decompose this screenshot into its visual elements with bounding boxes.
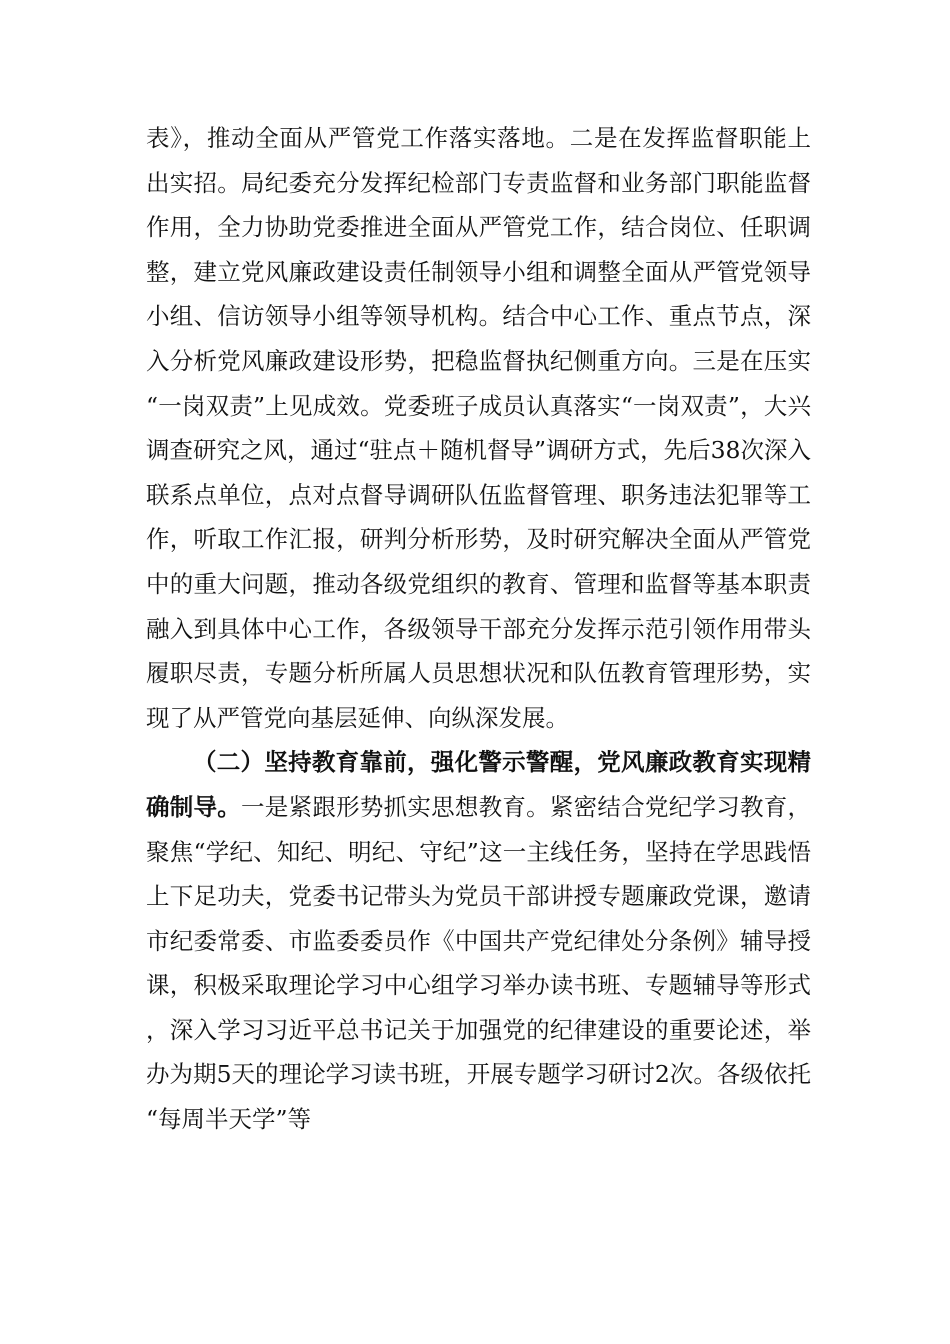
paragraph-continuation: 表》，推动全面从严管党工作落实落地。二是在发挥监督职能上出实招。局纪委充分发挥纪检部门专责监督和业务部门职能监督作用，全力协助党委推进全面从严管党工作，结合岗位、任职调整，建立党风廉政建设责任制领导小组和调整全面从严管党领导小组、信访领导小组等领导机构。结合中心工作、重点节点，深入分析党风廉政建设形势，把稳监督执纪侧重方向。三是在压实“一岗双责”上见成效。党委班子成员认真落实“一岗双责”，大兴调查研究之风，通过“驻点＋随机督导”调研方式，先后38次深入联系点单位，点对点督导调研队伍监督管理、职务违法犯罪等工作，听取工作汇报，研判分析形势，及时研究解决全面从严管党中的重大问题，推动各级党组织的教育、管理和监督等基本职责融入到具体中心工作，各级领导干部充分发挥示范引领作用带头履职尽责，专题分析所属人员思想状况和队伍教育管理形势，实现了从严管党向基层延伸、向纵深发展。 (146, 124, 811, 732)
section-body: 一是紧跟形势抓实思想教育。紧密结合党纪学习教育，聚焦“学纪、知纪、明纪、守纪”这一主线任务，坚持在学思践悟上下足功夫，党委书记带头为党员干部讲授专题廉政党课，邀请市纪委常委、市监委委员作《中国共产党纪律处分条例》辅导授课，积极采取理论学习中心组学习举办读书班、专题辅导等形式，深入学习习近平总书记关于加强党的纪律建设的重要论述，举办为期5天的理论学习读书班，开展专题学习研讨2次。各级依托“每周半天学”等 (146, 792, 812, 1134)
body-text (146, 116, 811, 1142)
section-heading: （二）坚持教育靠前，强化警示警醒，党风廉政教育实现精确制导。 (146, 748, 811, 821)
paragraph-section-two (146, 740, 811, 1141)
